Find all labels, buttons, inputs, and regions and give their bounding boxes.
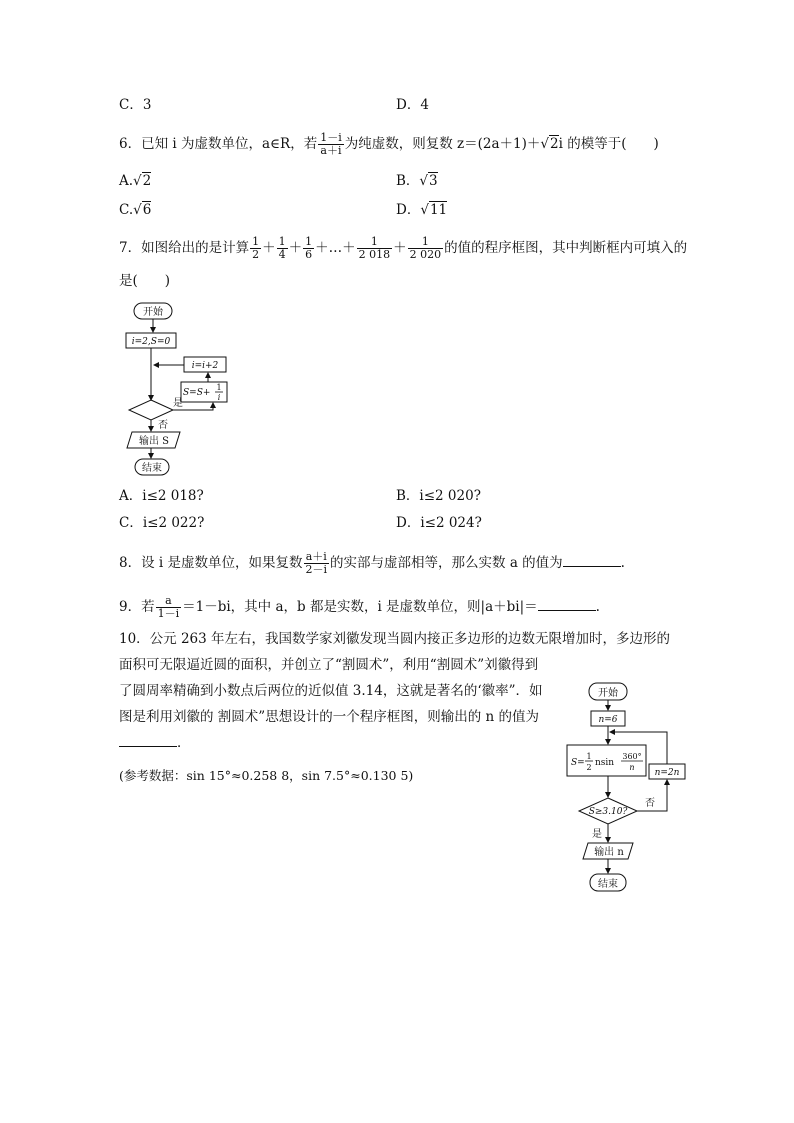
q9-frac-den: 1－i bbox=[157, 607, 180, 620]
q7-frac-4 bbox=[357, 236, 393, 261]
q5-option-c: C．3 bbox=[119, 97, 152, 113]
q6-option-c: C.√6 bbox=[119, 202, 152, 218]
q7-flow-output: 输出 S bbox=[138, 436, 170, 447]
q10-paragraph bbox=[119, 652, 547, 756]
q7-plus-2: ＋ bbox=[288, 240, 303, 256]
q6-prefix: 6．已知 i 为虚数单位，a∈R，若 bbox=[119, 136, 318, 152]
q10-reference: (参考数据：sin 15°≈0.258 8，sin 7.5°≈0.130 5) bbox=[119, 768, 414, 783]
q6-option-c-rad: 6 bbox=[142, 202, 152, 218]
q6-frac-den: a＋i bbox=[320, 144, 342, 157]
q7-frac-1-den: 2 bbox=[252, 248, 260, 261]
q7-flow-decision-diamond bbox=[129, 400, 173, 420]
q8-stem bbox=[119, 551, 625, 576]
q7-stem bbox=[119, 236, 687, 261]
q8-answer-blank[interactable] bbox=[563, 554, 621, 567]
q6-option-d: D．√11 bbox=[396, 202, 448, 218]
q7-dots: ＋…＋ bbox=[315, 240, 356, 256]
q6-mid: 为纯虚数，则复数 z＝(2a＋1)＋ bbox=[344, 136, 541, 152]
q6-option-d-label: D． bbox=[396, 202, 421, 218]
q6-frac-num: 1－i bbox=[320, 131, 342, 144]
q7-flow-end: 结束 bbox=[142, 463, 162, 474]
q7-flow-update-s-den: i bbox=[217, 393, 221, 402]
q6-option-d-rad: 11 bbox=[429, 202, 448, 218]
q8-suffix: 的实部与虚部相等，那么实数 a 的值为 bbox=[330, 555, 563, 571]
q9-frac-num: a bbox=[156, 595, 182, 608]
q10-flow-yes: 是 bbox=[592, 829, 602, 840]
q7-frac-3 bbox=[303, 236, 314, 261]
q10-flow-output: 输出 n bbox=[594, 847, 624, 858]
q7-frac-4-num: 1 bbox=[357, 236, 393, 249]
q10-flow-end: 结束 bbox=[598, 879, 618, 890]
q10-flow-angle-num: 360° bbox=[622, 752, 642, 761]
q10-flow-cond: S≥3.10? bbox=[588, 807, 628, 817]
q10-paragraph-text: 面积可无限逼近圆的面积，并创立了“割圆术”，利用“割圆术”刘徽得到了圆周率精确到小数点后两位的近似值 3.14，这就是著名的‘徽率”．如图是利用刘徽的 割圆术”思想设计的一个程序框图，则输出的 n 的值为 bbox=[119, 657, 543, 725]
q7-flow-init: i=2,S=0 bbox=[131, 337, 171, 347]
q6-option-b: B．√3 bbox=[396, 173, 438, 189]
q7-frac-3-den: 6 bbox=[305, 248, 313, 261]
q6-option-a: A.√2 bbox=[119, 173, 152, 189]
q8-frac-den: 2－i bbox=[305, 563, 328, 576]
q6-option-b-rad: 3 bbox=[429, 173, 438, 189]
q7-frac-5-num: 1 bbox=[408, 236, 444, 249]
q7-flow-update-s: S=S+ bbox=[183, 388, 211, 398]
q7-flow-no: 否 bbox=[158, 420, 168, 431]
q7-flow-start: 开始 bbox=[143, 307, 163, 318]
q9-answer-blank[interactable] bbox=[538, 598, 596, 611]
q6-option-c-label: C. bbox=[119, 202, 134, 218]
q10-flow-start: 开始 bbox=[598, 688, 618, 699]
q7-flow-update-i: i=i+2 bbox=[191, 361, 219, 371]
q5-option-d: D．4 bbox=[396, 97, 429, 113]
q7-frac-4-den: 2 018 bbox=[358, 248, 391, 261]
q7-frac-2-den: 4 bbox=[278, 248, 286, 261]
q7-frac-2 bbox=[277, 236, 288, 261]
q7-flowchart bbox=[118, 300, 238, 480]
q10-flow-update: n=2n bbox=[654, 768, 680, 778]
q10-flow-no: 否 bbox=[645, 798, 655, 809]
q6-fraction bbox=[318, 132, 344, 157]
q9-suffix: ＝1－bi，其中 a，b 都是实数，i 是虚数单位，则|a＋bi|＝ bbox=[182, 599, 538, 615]
q9-stem bbox=[119, 595, 600, 620]
q8-frac-num: a＋i bbox=[304, 551, 330, 564]
q6-option-b-label: B． bbox=[396, 173, 420, 189]
q7-suffix: 的值的程序框图，其中判断框内可填入的 bbox=[444, 240, 688, 256]
q7-frac-1 bbox=[250, 236, 261, 261]
q9-fraction bbox=[156, 595, 182, 620]
q10-flow-half-den: 2 bbox=[586, 763, 592, 772]
q6-sqrt: 2 bbox=[550, 136, 559, 152]
q7-plus-1: ＋ bbox=[262, 240, 276, 256]
q10-flow-init: n=6 bbox=[598, 715, 618, 725]
q7-option-d: D．i≤2 024? bbox=[396, 515, 482, 531]
q10-flow-half-num: 1 bbox=[586, 752, 592, 761]
q7-plus-3: ＋ bbox=[393, 240, 407, 256]
q10-flow-angle-den: n bbox=[629, 763, 635, 772]
q7-frac-3-num: 1 bbox=[305, 235, 313, 248]
q7-prefix: 7．如图给出的是计算 bbox=[119, 240, 250, 256]
q6-option-a-label: A. bbox=[119, 173, 134, 189]
q7-option-c: C．i≤2 022? bbox=[119, 515, 205, 531]
q7-line2: 是( ) bbox=[119, 273, 171, 289]
q7-option-b: B．i≤2 020? bbox=[396, 488, 481, 504]
q7-frac-1-num: 1 bbox=[252, 235, 260, 248]
q6-suffix: i 的模等于( ) bbox=[558, 136, 659, 152]
q10-line1: 10．公元 263 年左右，我国数学家刘徽发现当圆内接正多边形的边数无限增加时，多边形的 bbox=[119, 631, 671, 647]
q10-flowchart bbox=[560, 680, 710, 895]
q10-flow-s-prefix: S= bbox=[571, 758, 585, 768]
q8-fraction bbox=[304, 551, 330, 576]
q10-flow-s-mid: nsin bbox=[595, 758, 615, 768]
q7-frac-5 bbox=[408, 236, 444, 261]
q6-option-a-rad: 2 bbox=[142, 173, 152, 189]
q9-prefix: 9．若 bbox=[119, 599, 155, 615]
q7-flow-update-s-num: 1 bbox=[216, 383, 222, 392]
q7-option-a: A．i≤2 018? bbox=[119, 488, 204, 504]
q10-answer-blank[interactable] bbox=[119, 734, 177, 747]
q7-flow-yes: 是 bbox=[173, 398, 183, 409]
q8-end: . bbox=[620, 555, 625, 571]
q8-prefix: 8．设 i 是虚数单位，如果复数 bbox=[119, 555, 303, 571]
q7-frac-2-num: 1 bbox=[278, 235, 286, 248]
q7-frac-5-den: 2 020 bbox=[409, 248, 442, 261]
q10-end: ． bbox=[177, 735, 191, 751]
q6-stem: 6．已知 i 为虚数单位，a∈R，若 $\frac{1-i}{a+i}$ 为纯虚数，则复数 z＝(2a＋1)＋√2i 的模等于( ) bbox=[119, 131, 659, 157]
q9-end: . bbox=[595, 599, 600, 615]
